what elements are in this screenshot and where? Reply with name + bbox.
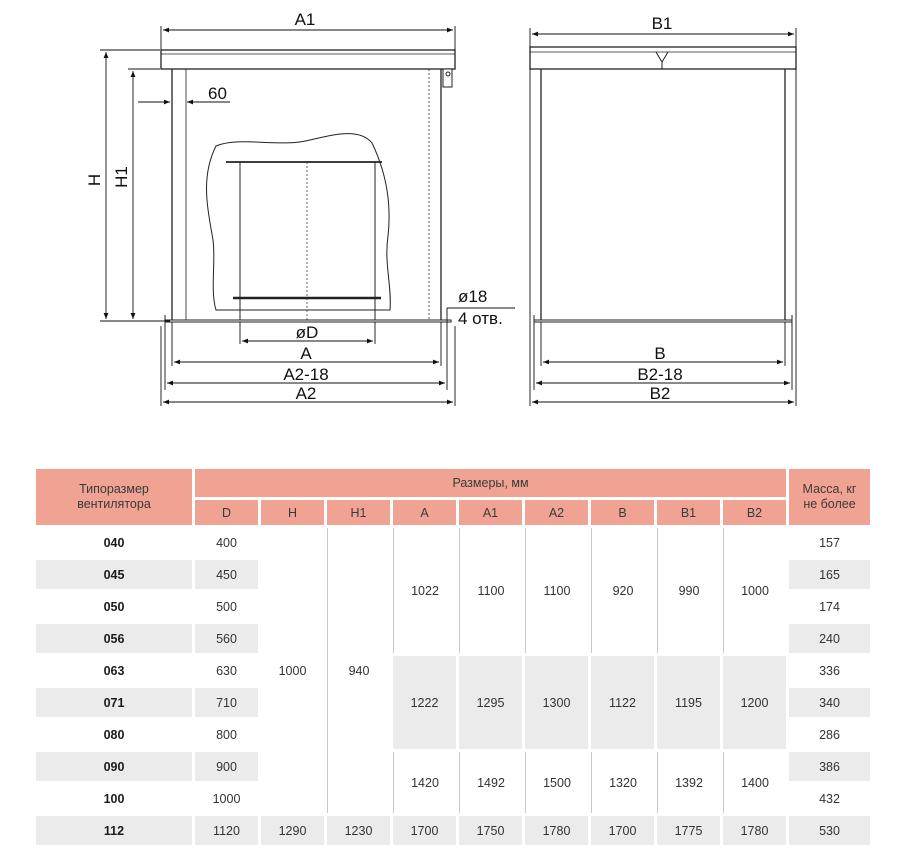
label-60: 60: [208, 84, 227, 103]
d-cell: 630: [195, 656, 258, 685]
h-merged-cell: 1000: [261, 528, 324, 813]
model-cell: 080: [36, 720, 192, 749]
b-group2-cell: 1122: [591, 656, 654, 749]
header-col-h1: H1: [327, 500, 390, 525]
label-a: A: [300, 344, 312, 363]
a-group2-cell: 1222: [393, 656, 456, 749]
b-cell: 1700: [591, 816, 654, 845]
d-cell: 800: [195, 720, 258, 749]
a2-group1-cell: 1100: [525, 528, 588, 653]
b1-cell: 1775: [657, 816, 720, 845]
table-row: [36, 816, 870, 845]
mass-cell: 240: [789, 624, 870, 653]
model-cell: 090: [36, 752, 192, 781]
header-col-d: D: [195, 500, 258, 525]
model-cell: 040: [36, 528, 192, 557]
d-cell: 560: [195, 624, 258, 653]
mass-cell: 530: [789, 816, 870, 845]
front-view: [161, 50, 455, 326]
header-dimensions: Размеры, мм: [195, 469, 786, 497]
mass-cell: 340: [789, 688, 870, 717]
d-cell: 400: [195, 528, 258, 557]
d-cell: 1000: [195, 784, 258, 813]
a-cell: 1700: [393, 816, 456, 845]
header-col-a: A: [393, 500, 456, 525]
mass-cell: 174: [789, 592, 870, 621]
b2-cell: 1780: [723, 816, 786, 845]
mass-cell: 286: [789, 720, 870, 749]
model-cell: 050: [36, 592, 192, 621]
label-b1: B1: [651, 14, 673, 33]
header-mass: Масса, кг не более: [789, 469, 870, 525]
model-cell: 100: [36, 784, 192, 813]
d-cell: 1120: [195, 816, 258, 845]
d-cell: 500: [195, 592, 258, 621]
b-group3-cell: 1320: [591, 752, 654, 813]
mass-cell: 386: [789, 752, 870, 781]
b1-group1-cell: 990: [657, 528, 720, 653]
b1-group2-cell: 1195: [657, 656, 720, 749]
table-row: [36, 528, 870, 557]
d-cell: 710: [195, 688, 258, 717]
side-view: [530, 47, 796, 326]
a2-cell: 1780: [525, 816, 588, 845]
label-b2: B2: [649, 384, 671, 403]
label-holes-count: 4 отв.: [458, 309, 503, 328]
model-cell: 056: [36, 624, 192, 653]
mass-cell: 432: [789, 784, 870, 813]
label-a2-18: A2-18: [283, 365, 329, 384]
label-od: øD: [295, 323, 319, 342]
b1-group3-cell: 1392: [657, 752, 720, 813]
d-cell: 900: [195, 752, 258, 781]
h1-cell: 1230: [327, 816, 390, 845]
b2-group3-cell: 1400: [723, 752, 786, 813]
a1-group2-cell: 1295: [459, 656, 522, 749]
d-cell: 450: [195, 560, 258, 589]
header-model: Типоразмер вентилятора: [36, 469, 192, 525]
a-group1-cell: 1022: [393, 528, 456, 653]
model-cell: 063: [36, 656, 192, 685]
header-col-b2: B2: [723, 500, 786, 525]
header-col-a2: A2: [525, 500, 588, 525]
mass-cell: 157: [789, 528, 870, 557]
label-a2: A2: [295, 384, 317, 403]
h-cell: 1290: [261, 816, 324, 845]
h1-merged-cell: 940: [327, 528, 390, 813]
header-col-h: H: [261, 500, 324, 525]
b2-group2-cell: 1200: [723, 656, 786, 749]
label-b: B: [654, 344, 666, 363]
a2-group2-cell: 1300: [525, 656, 588, 749]
label-hole-diameter: ø18: [458, 287, 488, 306]
label-h1: H1: [112, 166, 131, 188]
model-cell: 045: [36, 560, 192, 589]
b-group1-cell: 920: [591, 528, 654, 653]
label-h: H: [85, 173, 104, 187]
a1-group1-cell: 1100: [459, 528, 522, 653]
header-col-b: B: [591, 500, 654, 525]
a-group3-cell: 1420: [393, 752, 456, 813]
table-row: [36, 656, 870, 685]
label-a1: A1: [294, 10, 316, 29]
a2-group3-cell: 1500: [525, 752, 588, 813]
model-cell: 112: [36, 816, 192, 845]
b2-group1-cell: 1000: [723, 528, 786, 653]
header-col-b1: B1: [657, 500, 720, 525]
mass-cell: 336: [789, 656, 870, 685]
model-cell: 071: [36, 688, 192, 717]
side-dimension-labels: [637, 14, 682, 403]
dimensions-table: [33, 466, 873, 848]
header-col-a1: A1: [459, 500, 522, 525]
table-row: [36, 752, 870, 781]
a1-cell: 1750: [459, 816, 522, 845]
mass-cell: 165: [789, 560, 870, 589]
label-b2-18: B2-18: [637, 365, 683, 384]
a1-group3-cell: 1492: [459, 752, 522, 813]
